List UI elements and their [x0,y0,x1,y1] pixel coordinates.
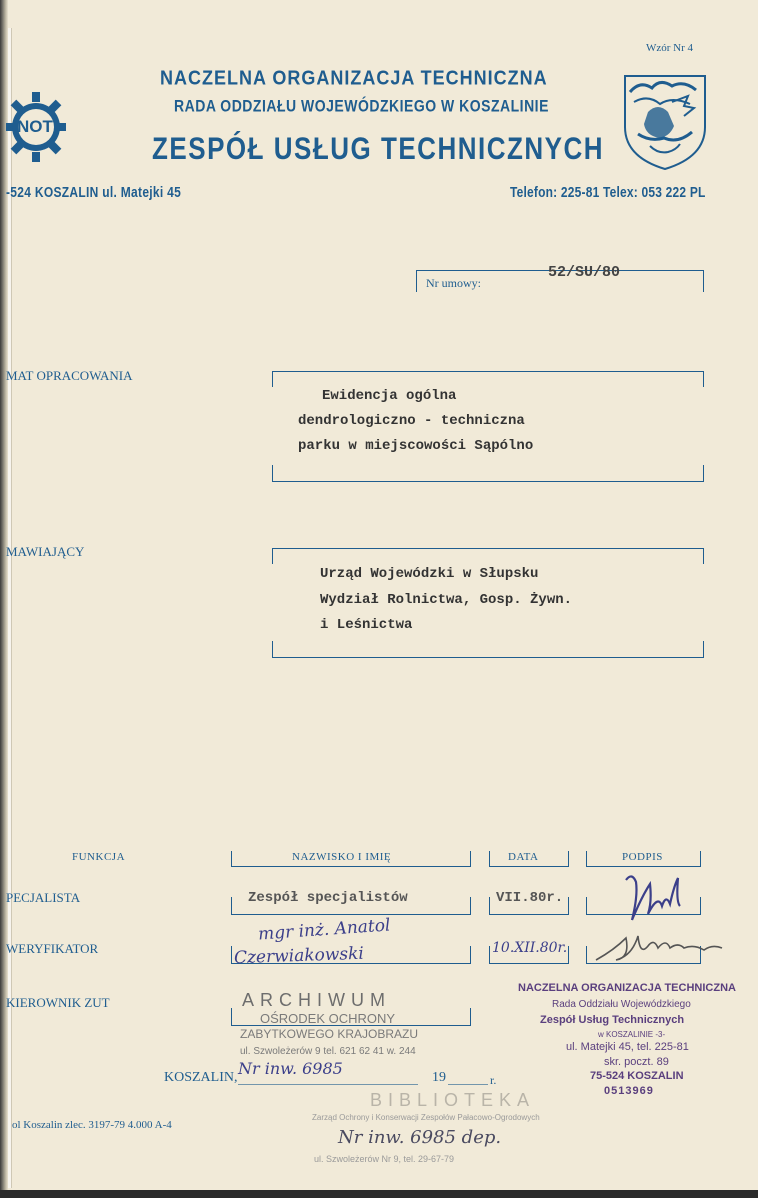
client-label: MAWIAJĄCY [6,544,85,559]
org-stamp-line-1: NACZELNA ORGANIZACJA TECHNICZNA [518,982,736,994]
row-date-specialist: VII.80r. [496,890,564,906]
topic-line-3: parku w miejscowości Sąpólno [298,438,534,454]
footer-year-suffix: r. [490,1073,497,1087]
org-unit: ZESPÓŁ USŁUG TECHNICZNYCH [152,130,605,166]
header-signature: PODPIS [622,851,663,863]
footer-year-prefix: 19 [432,1070,446,1085]
signature-verifier [592,920,742,975]
topic-line-2: dendrologiczno - techniczna [298,413,525,429]
form-number: Wzór Nr 4 [646,42,694,54]
header-date: DATA [508,851,539,863]
org-division: RADA ODDZIAŁU WOJEWÓDZKIEGO W KOSZALINIE [174,96,549,116]
scan-bottom-edge [0,1190,758,1198]
org-phone: Telefon: 225-81 Telex: 053 222 PL [510,184,706,201]
binding-strip [8,28,12,1188]
row-function-specialist: PECJALISTA [6,890,81,905]
coat-of-arms-emblem [620,72,710,177]
org-stamp-line-6: skr. poczt. 89 [604,1056,669,1068]
org-stamp-line-7: 75-524 KOSZALIN [590,1070,684,1082]
not-logo [6,92,66,167]
org-address: -524 KOSZALIN ul. Matejki 45 [6,184,182,201]
binding-edge [0,0,8,1198]
contract-number-value: 52/SU/80 [548,264,621,281]
org-stamp-line-5: ul. Matejki 45, tel. 225-81 [566,1041,689,1053]
library-stamp-line-2: ul. Szwoleżerów Nr 9, tel. 29-67-79 [314,1154,455,1164]
client-line-2: Wydział Rolnictwa, Gosp. Żywn. [320,592,573,608]
header-name: NAZWISKO I IMIĘ [292,851,392,863]
library-stamp-title: BIBLIOTEKA [370,1090,536,1110]
archive-stamp-line-2: ZABYTKOWEGO KRAJOBRAZU [240,1027,419,1041]
library-inventory-handwritten: Nr inw. 6985 dep. [338,1127,502,1148]
printer-info: ol Koszalin zlec. 3197-79 4.000 A-4 [12,1119,172,1131]
row-name-specialist: Zespół specjalistów [248,890,408,906]
archive-stamp-line-3: ul. Szwoleżerów 9 tel. 621 62 41 w. 244 [240,1046,416,1057]
contract-number-label: Nr umowy: [426,276,481,290]
org-stamp-line-2: Rada Oddziału Wojewódzkiego [552,999,691,1010]
logo-text: NOT [17,117,53,136]
header-function: FUNKCJA [72,851,126,863]
client-line-1: Urząd Wojewódzki w Słupsku [320,566,539,582]
org-stamp-line-4: w KOSZALINIE -3- [598,1030,666,1039]
row-date-verifier: 10.XII.80r. [492,940,568,956]
client-line-3: i Leśnictwa [320,617,413,633]
org-name: NACZELNA ORGANIZACJA TECHNICZNA [160,66,548,89]
org-stamp-line-8: 0513969 [604,1085,654,1097]
footer-city: KOSZALIN, [164,1070,238,1085]
org-stamp-line-3: Zespół Usług Technicznych [540,1014,685,1026]
library-stamp-line-1: Zarząd Ochrony i Konserwacji Zespołów Pałacowo-Ogrodowych [312,1113,540,1122]
row-name-verifier-line-1: mgr inż. Anatol [257,915,392,945]
topic-line-1: Ewidencja ogólna [322,388,457,404]
topic-label: MAT OPRACOWANIA [6,368,133,383]
archive-stamp-line-1: OŚRODEK OCHRONY [260,1011,396,1026]
archive-stamp-title: ARCHIWUM [242,990,391,1010]
row-function-verifier: WERYFIKATOR [6,941,99,956]
row-name-verifier-line-2: Czerwiakowski [233,943,365,969]
footer-inventory-handwritten: Nr inw. 6985 [238,1059,343,1078]
row-function-manager: KIEROWNIK ZUT [6,995,110,1010]
